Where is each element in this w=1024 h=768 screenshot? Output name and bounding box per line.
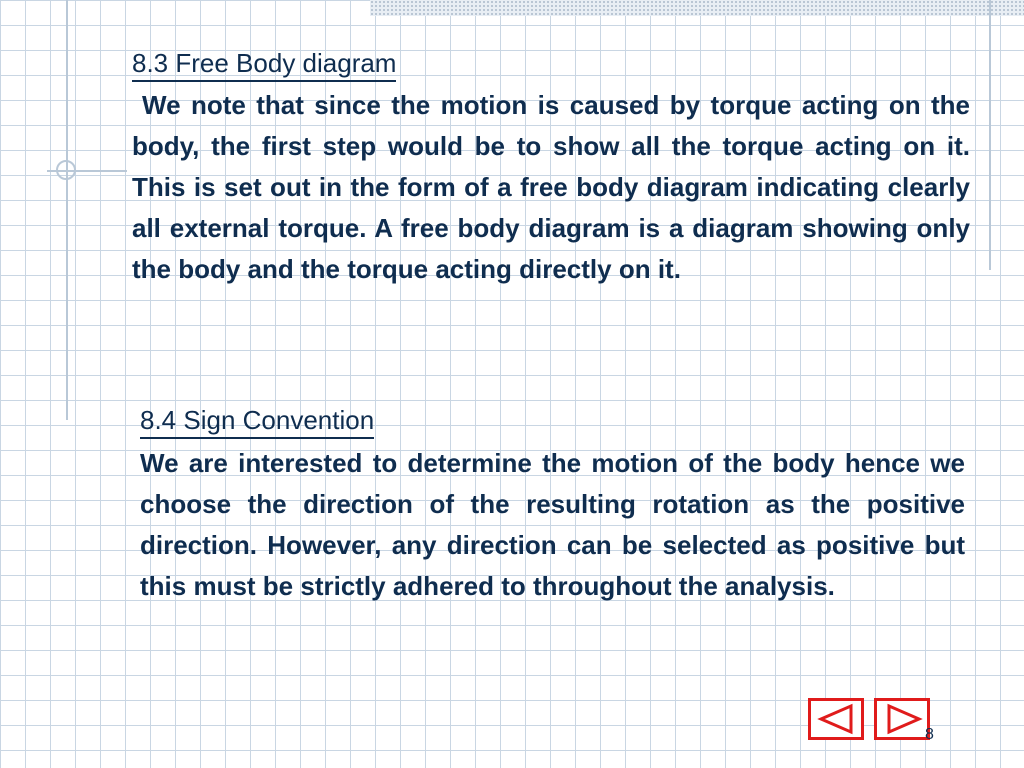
section-heading-sign-convention: 8.4 Sign Convention — [140, 405, 374, 439]
decorative-circle — [56, 160, 76, 180]
decorative-right-line — [989, 0, 991, 270]
top-pattern-band — [370, 0, 1024, 16]
decorative-vertical-line — [66, 0, 68, 420]
section-body-free-body: We note that since the motion is caused by torque acting on the body, the first step would be to show all the torque acting on it. This is set out in the form of a free body diagram indicating clearly all external torque. A free body diagram is a diagram showing only the body and the torque acting directly on it. — [132, 90, 970, 284]
triangle-left-icon — [811, 701, 861, 737]
next-slide-button[interactable] — [874, 698, 930, 740]
page-number: 8 — [925, 726, 934, 743]
section-heading-free-body: 8.3 Free Body diagram — [132, 48, 396, 82]
previous-slide-button[interactable] — [808, 698, 864, 740]
triangle-right-icon — [877, 701, 927, 737]
section-body-sign-convention: We are interested to determine the motion of the body hence we choose the direction of the resulting rotation as the positive direction. However, any direction can be selected as positive but this must be strictly adhered to throughout the analysis. — [140, 448, 965, 601]
